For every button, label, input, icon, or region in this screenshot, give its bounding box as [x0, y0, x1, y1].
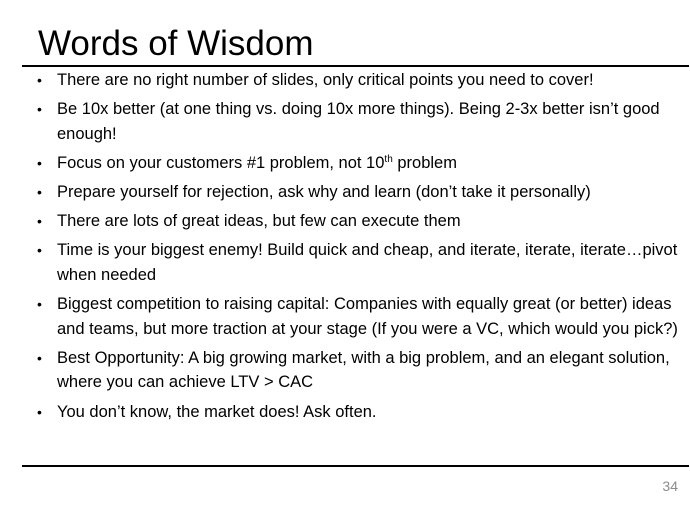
- bullet-text: Biggest competition to raising capital: Companies with equally great (or better) ideas and teams, but more traction at your stage (If you were a VC, which would you pick?): [57, 295, 678, 338]
- bullet-item: [0, 346, 690, 395]
- bullet-item: [0, 180, 690, 205]
- bullet-text: Best Opportunity: A big growing market, with a big problem, and an elegant solution, where you can achieve LTV > CAC: [57, 348, 670, 392]
- bullet-marker: •: [37, 154, 42, 171]
- bullet-text: There are lots of great ideas, but few can execute them: [57, 212, 461, 231]
- bullet-item: [0, 151, 690, 176]
- bullet-list: [0, 68, 690, 429]
- bullet-item: [0, 238, 690, 287]
- bullet-item: [0, 400, 690, 425]
- bullet-item: [0, 97, 690, 146]
- bullet-marker: •: [37, 296, 42, 313]
- bullet-text: Be 10x better (at one thing vs. doing 10x more things). Being 2-3x better isn’t good enough!: [57, 100, 660, 143]
- bullet-item: [0, 68, 690, 93]
- bullet-text-before: Focus on your customers #1 problem, not 10: [57, 153, 385, 172]
- bullet-marker: •: [37, 184, 42, 201]
- bullet-marker: •: [37, 242, 42, 259]
- bullet-text: Prepare yourself for rejection, ask why and learn (don’t take it personally): [57, 183, 591, 202]
- bullet-marker: •: [37, 403, 42, 420]
- bullet-marker: •: [37, 101, 42, 118]
- bullet-marker: •: [37, 72, 42, 88]
- slide-title: Words of Wisdom: [38, 24, 314, 63]
- bullet-item: [0, 292, 690, 341]
- bullet-item: [0, 209, 690, 234]
- ordinal-superscript: th: [384, 153, 393, 165]
- title-divider: [22, 65, 689, 67]
- bullet-text: There are no right number of slides, only critical points you need to cover!: [57, 71, 594, 89]
- bullet-text: Time is your biggest enemy! Build quick and cheap, and iterate, iterate, iterate…pivot when needed: [57, 241, 678, 284]
- bullet-text-after: problem: [392, 153, 457, 172]
- bullet-text: [57, 154, 457, 172]
- bullet-text: You don’t know, the market does! Ask often.: [57, 402, 377, 421]
- bullet-marker: •: [37, 213, 42, 230]
- page-number: 34: [662, 478, 678, 494]
- bullet-marker: •: [37, 349, 42, 366]
- footer-divider: [22, 465, 689, 467]
